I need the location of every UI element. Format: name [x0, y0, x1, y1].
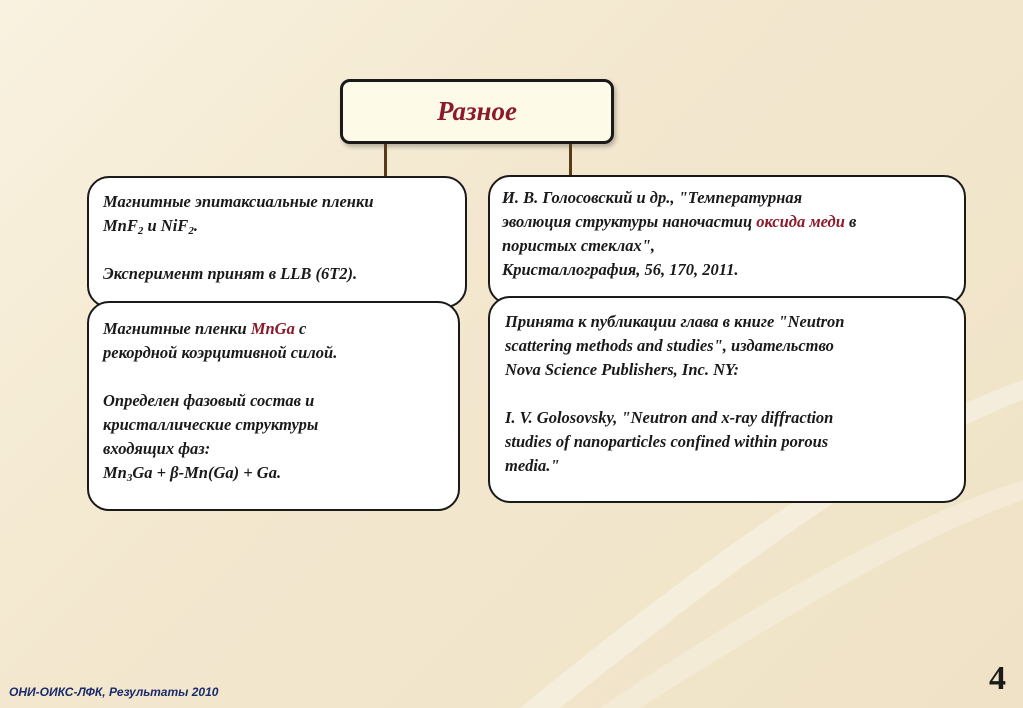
- text-line: Кристаллография, 56, 170, 2011.: [502, 260, 739, 279]
- text-line: Магнитные пленки MnGa с: [103, 319, 307, 338]
- box-top-left: [87, 176, 467, 308]
- title-box: [340, 79, 614, 144]
- text-line: Определен фазовый состав и: [103, 391, 315, 410]
- text-line: входящих фаз:: [103, 439, 211, 458]
- box-top-right: [488, 175, 966, 305]
- connector-left: [384, 144, 387, 178]
- text-line: studies of nanoparticles confined within porous: [505, 432, 829, 451]
- text-line: Магнитные эпитаксиальные пленки: [103, 192, 374, 211]
- text-line: Nova Science Publishers, Inc. NY:: [505, 360, 740, 379]
- text-line: I. V. Golosovsky, "Neutron and x-ray diffraction: [505, 408, 834, 427]
- text-line: Эксперимент принят в LLB (6T2).: [103, 264, 358, 283]
- text-line: Принята к публикации глава в книге "Neutron: [505, 312, 845, 331]
- text-line: эволюция структуры наночастиц оксида меди в: [502, 212, 857, 231]
- text-line: media.": [505, 456, 560, 475]
- box-bottom-left: [87, 301, 460, 511]
- highlight-copper-oxide: оксида меди: [756, 212, 845, 231]
- phase-formula: $Mn_3Ga + \beta-Mn(Ga) + Ga$.: [103, 463, 282, 484]
- text-line: пористых стеклах",: [502, 236, 656, 255]
- footer-text: ОНИ-ОИКС-ЛФК, Результаты 2010: [9, 685, 219, 699]
- formula-line: MnF$_2$ и NiF$_2$.: [103, 216, 198, 237]
- text-line: И. В. Голосовский и др., "Температурная: [502, 188, 803, 207]
- highlight-mnga: MnGa: [250, 319, 295, 338]
- text-line: scattering methods and studies", издательство: [505, 336, 834, 355]
- text-line: рекордной коэрцитивной силой.: [103, 343, 338, 362]
- page-title: Разное: [437, 96, 517, 126]
- page-number: 4: [989, 660, 1006, 697]
- connector-right: [569, 144, 572, 178]
- text-line: кристаллические структуры: [103, 415, 319, 434]
- box-bottom-right: [488, 296, 966, 503]
